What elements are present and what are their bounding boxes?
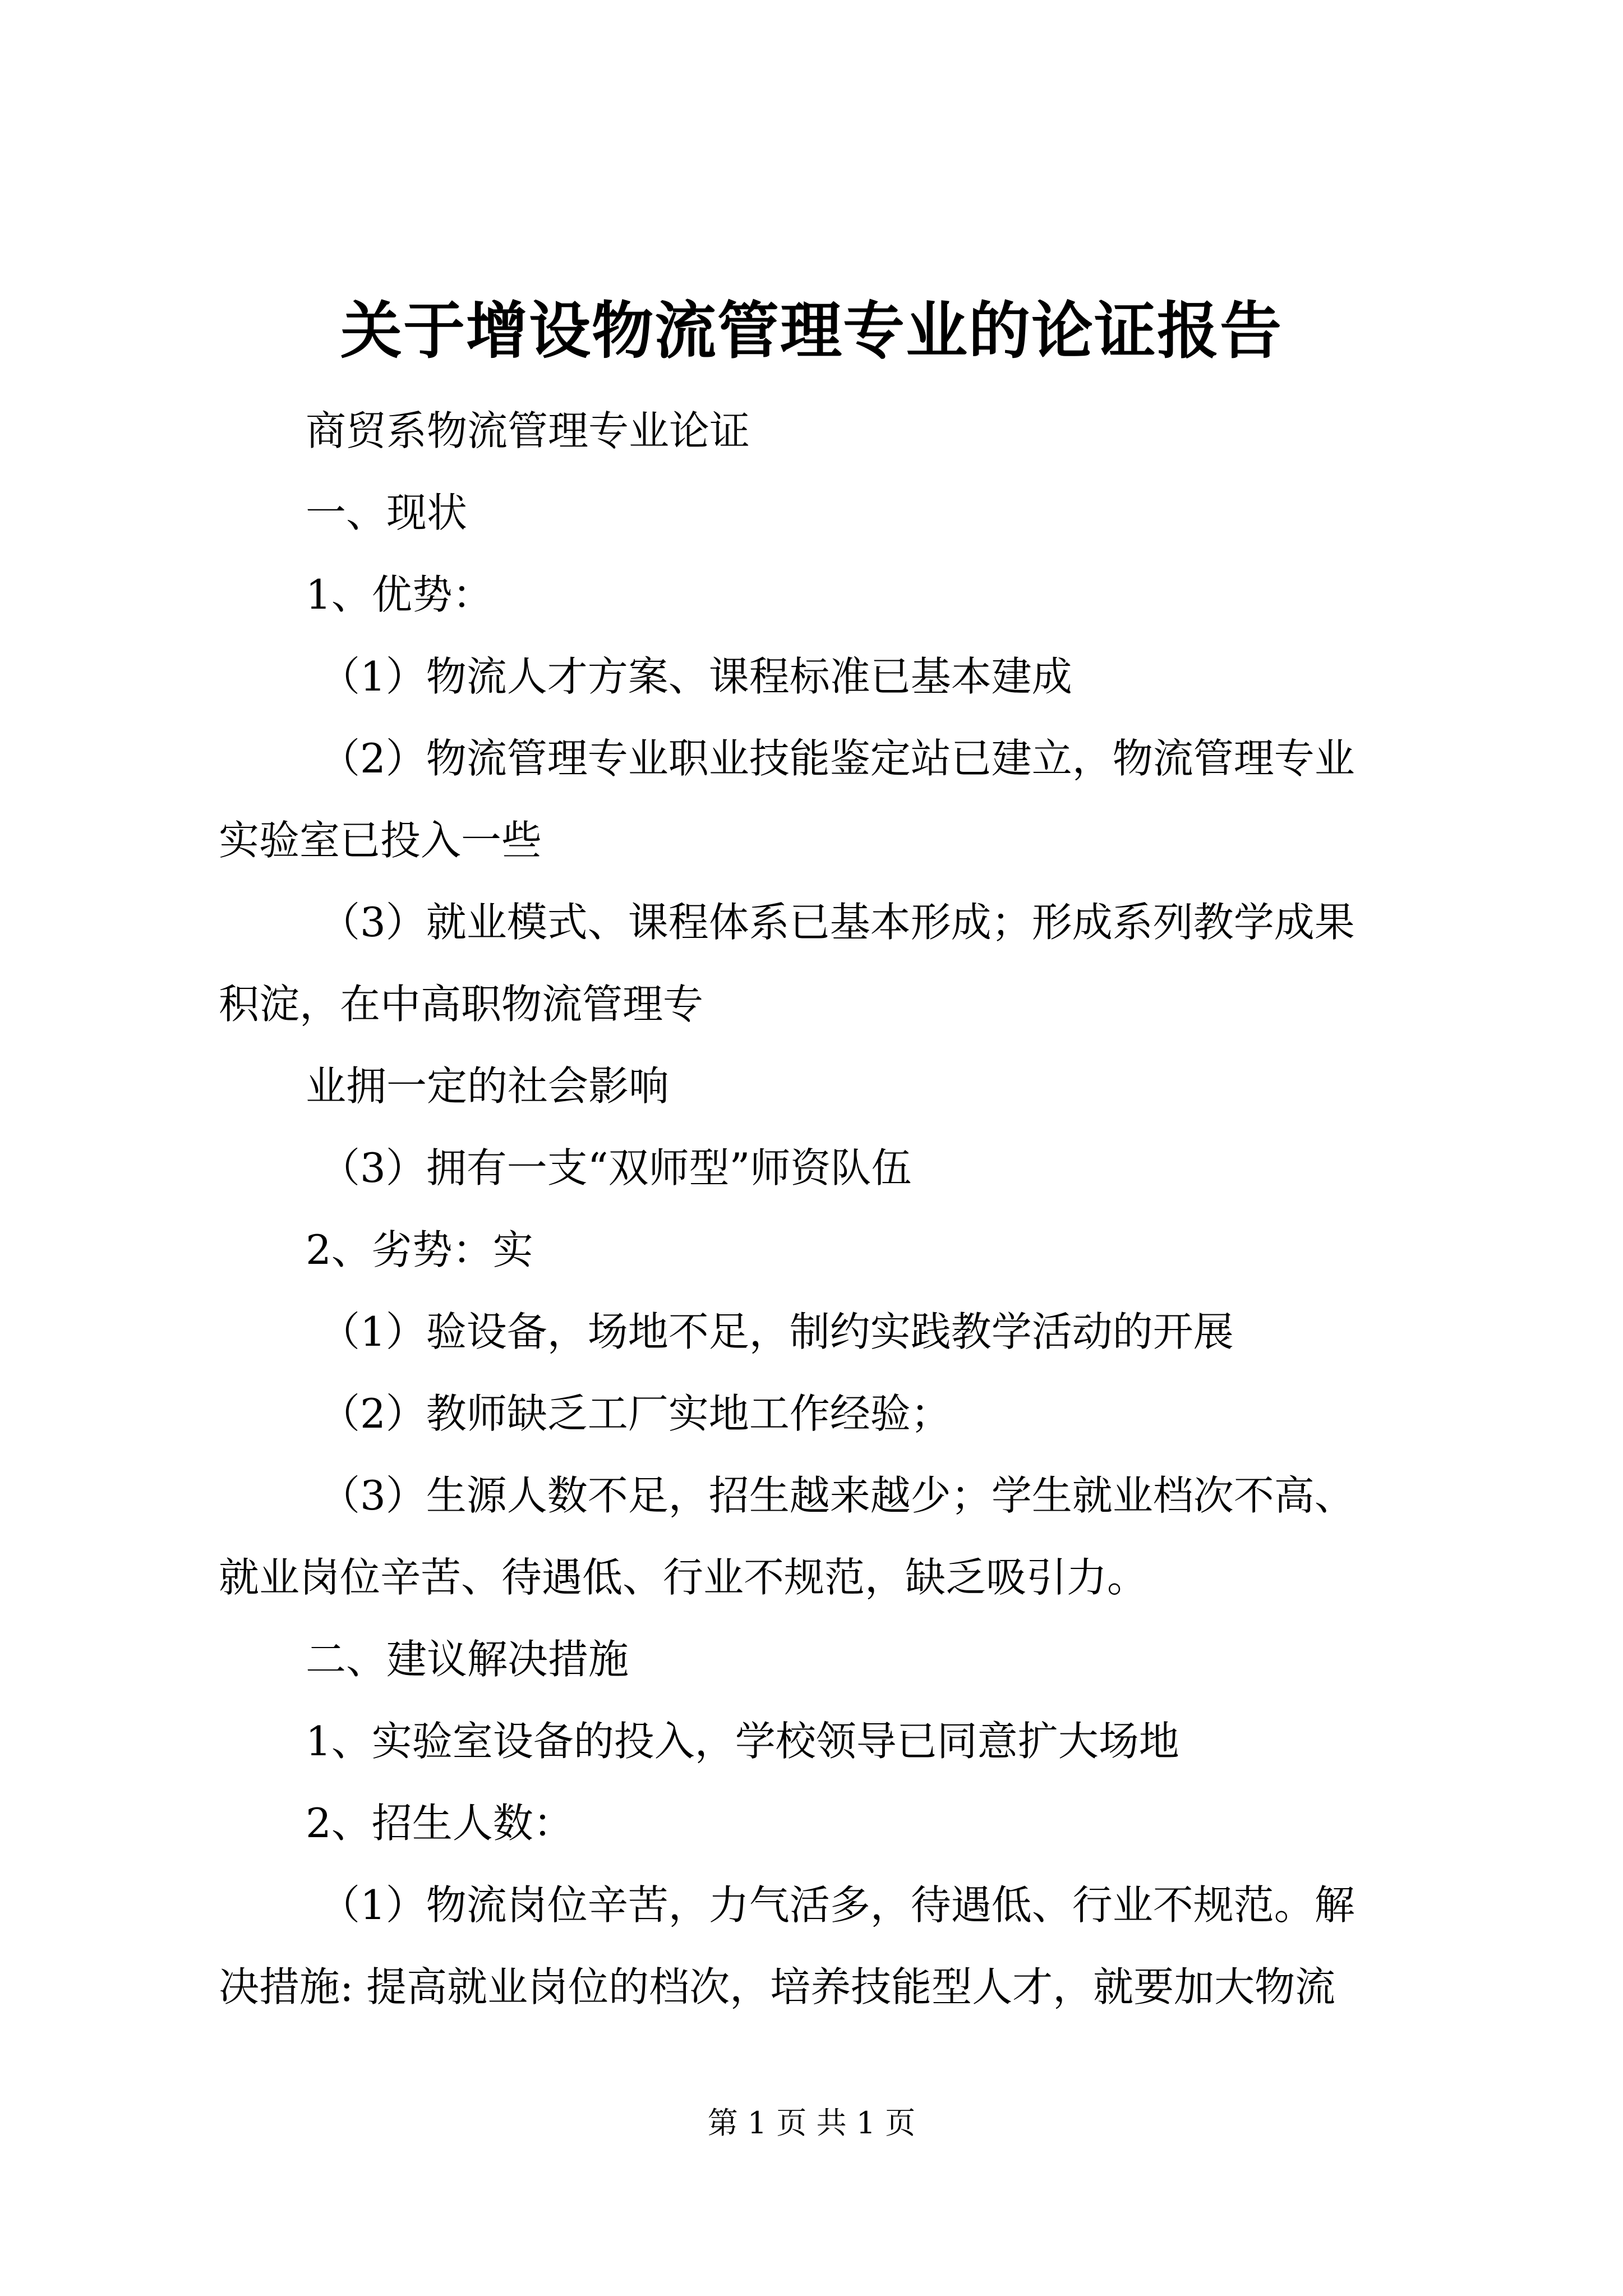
line-section-2: 二、建议解决措施 <box>306 1636 629 1683</box>
line-advantage-3-cont2: 业拥一定的社会影响 <box>306 1062 670 1110</box>
line-advantage-1: （1）物流人才方案、课程标准已基本建成 <box>320 653 1072 700</box>
line-measure-2: 2、招生人数： <box>306 1800 574 1847</box>
page-footer: 第 1 页 共 1 页 <box>707 2105 916 2141</box>
line-disadvantage-1: （1）验设备，场地不足，制约实践教学活动的开展 <box>320 1308 1234 1355</box>
line-measure-2-1-cont: 决措施: 提高就业岗位的档次，培养技能型人才，就要加大物流 <box>219 1963 1336 2010</box>
line-measure-1: 1、实验室设备的投入，学校领导已同意扩大场地 <box>306 1718 1179 1765</box>
line-measure-2-1: （1）物流岗位辛苦，力气活多，待遇低、行业不规范。解 <box>320 1881 1355 1929</box>
line-advantages: 1、优势： <box>306 571 493 618</box>
line-subtitle: 商贸系物流管理专业论证 <box>306 407 750 454</box>
line-advantage-3: （3）就业模式、课程体系已基本形成；形成系列教学成果 <box>320 899 1355 946</box>
line-disadvantage-3: （3）生源人数不足，招生越来越少；学生就业档次不高、 <box>320 1472 1355 1519</box>
line-advantage-2-cont: 实验室已投入一些 <box>219 817 542 864</box>
line-disadvantage-3-cont: 就业岗位辛苦、待遇低、行业不规范，缺乏吸引力。 <box>219 1554 1148 1601</box>
line-advantage-4: （3）拥有一支“双师型”师资队伍 <box>320 1144 912 1191</box>
line-advantage-3-cont: 积淀，在中高职物流管理专 <box>219 981 704 1028</box>
line-advantage-2: （2）物流管理专业职业技能鉴定站已建立，物流管理专业 <box>320 735 1355 782</box>
document-title: 关于增设物流管理专业的论证报告 <box>340 295 1283 367</box>
line-disadvantages: 2、劣势：实 <box>306 1226 533 1273</box>
line-disadvantage-2: （2）教师缺乏工厂实地工作经验； <box>320 1390 951 1437</box>
line-section-1: 一、现状 <box>306 489 468 536</box>
document-body <box>219 390 1424 2028</box>
